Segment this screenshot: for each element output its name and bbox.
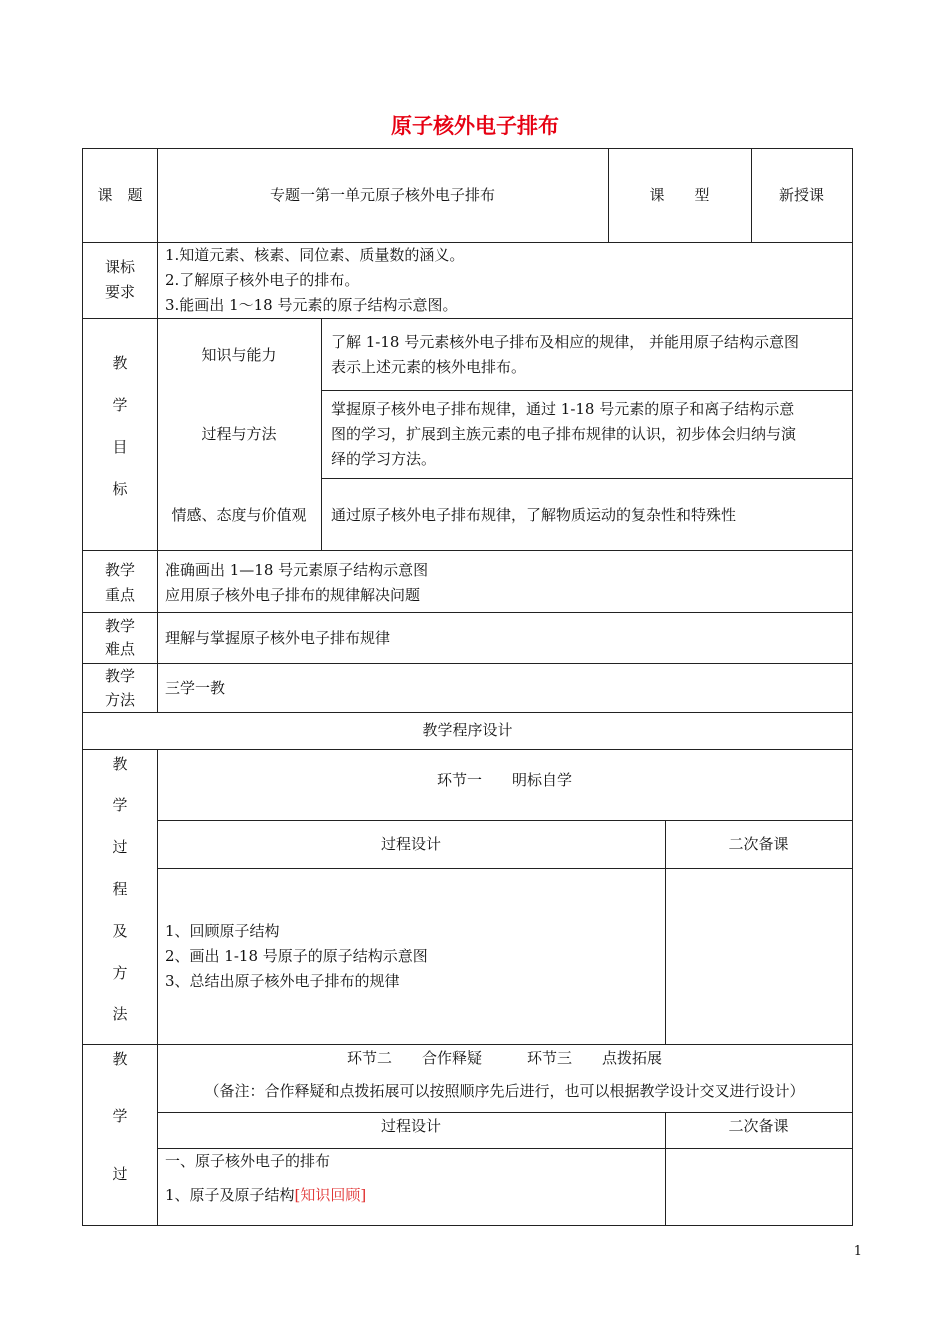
process1-prep-header: 二次备课 — [728, 835, 789, 853]
process1-label: 方 — [112, 964, 128, 982]
difficulties-label: 难点 — [104, 640, 135, 658]
objectives-label: 标 — [112, 480, 128, 498]
keypoints-text: 准确画出 1—18 号元素原子结构示意图 — [165, 561, 429, 579]
keypoints-label: 教学 — [104, 561, 135, 579]
method-label: 方法 — [104, 691, 135, 709]
process1-label: 程 — [112, 880, 128, 898]
objective-knowledge-text: 了解 1-18 号元素核外电子排布及相应的规律， 并能用原子结构示意图 — [331, 333, 800, 351]
objectives-label: 学 — [112, 396, 128, 414]
objective-process-text: 绎的学习方法。 — [331, 450, 437, 468]
objective-knowledge-text: 表示上述元素的核外电排布。 — [331, 358, 527, 376]
design-heading: 教学程序设计 — [422, 721, 513, 739]
stage-two-three-title: 环节二 合作释疑 环节三 点拨拓展 — [346, 1049, 662, 1067]
objective-process-text: 掌握原子核外电子排布规律，通过 1-18 号元素的原子和离子结构示意 — [331, 400, 795, 418]
type-value: 新授课 — [778, 186, 824, 204]
objective-knowledge-label: 知识与能力 — [201, 346, 277, 364]
objectives-label: 教 — [112, 354, 128, 372]
keypoints-label: 重点 — [104, 586, 135, 604]
topic-value: 专题一第一单元原子核外电子排布 — [269, 186, 495, 204]
page-number: 1 — [853, 1244, 862, 1259]
design-heading-row — [82, 712, 853, 750]
keypoints-text: 应用原子核外电子排布的规律解决问题 — [165, 586, 421, 604]
process2-label: 学 — [112, 1107, 128, 1125]
section-heading: 一、原子核外电子的排布 — [165, 1152, 331, 1170]
difficulties-label: 教学 — [104, 617, 135, 635]
standards-item: 2.了解原子核外电子的排布。 — [165, 271, 360, 289]
method-label: 教学 — [104, 667, 135, 685]
knowledge-review-tag: [知识回顾] — [294, 1186, 367, 1204]
process1-label: 法 — [112, 1005, 128, 1023]
standards-label-1: 课标 — [104, 258, 135, 276]
process2-label: 过 — [112, 1165, 128, 1183]
process1-step: 2、画出 1-18 号原子的原子结构示意图 — [165, 947, 428, 965]
process1-design-header: 过程设计 — [380, 835, 441, 853]
standards-item: 3.能画出 1～18 号元素的原子结构示意图。 — [165, 296, 458, 314]
objective-attitude-label: 情感、态度与价值观 — [171, 506, 307, 524]
process1-label: 过 — [112, 838, 128, 856]
difficulties-text: 理解与掌握原子核外电子排布规律 — [165, 629, 391, 647]
subsection-line — [165, 1183, 366, 1208]
process2-design-header: 过程设计 — [380, 1117, 441, 1135]
objectives-label: 目 — [112, 438, 128, 456]
standards-label-2: 要求 — [104, 283, 135, 301]
topic-label: 课 题 — [97, 186, 143, 204]
process1-label: 及 — [112, 922, 128, 940]
process1-step: 1、回顾原子结构 — [165, 922, 280, 940]
process1-label: 教 — [112, 755, 128, 773]
lesson-info-table — [82, 148, 853, 713]
objective-process-text: 图的学习，扩展到主族元素的电子排布规律的认识，初步体会归纳与演 — [331, 425, 797, 443]
objective-process-label: 过程与方法 — [201, 425, 277, 443]
objective-attitude-text: 通过原子核外电子排布规律，了解物质运动的复杂性和特殊性 — [331, 506, 737, 524]
stage-note: （备注：合作释疑和点拨拓展可以按照顺序先后进行，也可以根据教学设计交叉进行设计） — [204, 1082, 805, 1100]
stage-one-title: 环节一 明标自学 — [436, 771, 572, 789]
process1-label: 学 — [112, 796, 128, 814]
type-label: 课 型 — [649, 186, 710, 204]
process-table-2 — [82, 1044, 853, 1226]
standards-item: 1.知道元素、核素、同位素、质量数的涵义。 — [165, 246, 465, 264]
document-title: 原子核外电子排布 — [391, 114, 559, 138]
process2-prep-header: 二次备课 — [728, 1117, 789, 1135]
method-text: 三学一教 — [165, 679, 226, 697]
process-table-1 — [82, 749, 853, 1045]
process1-step: 3、总结出原子核外电子排布的规律 — [165, 972, 400, 990]
subsection-text: 1、原子及原子结构 — [165, 1186, 295, 1204]
process2-label: 教 — [112, 1050, 128, 1068]
